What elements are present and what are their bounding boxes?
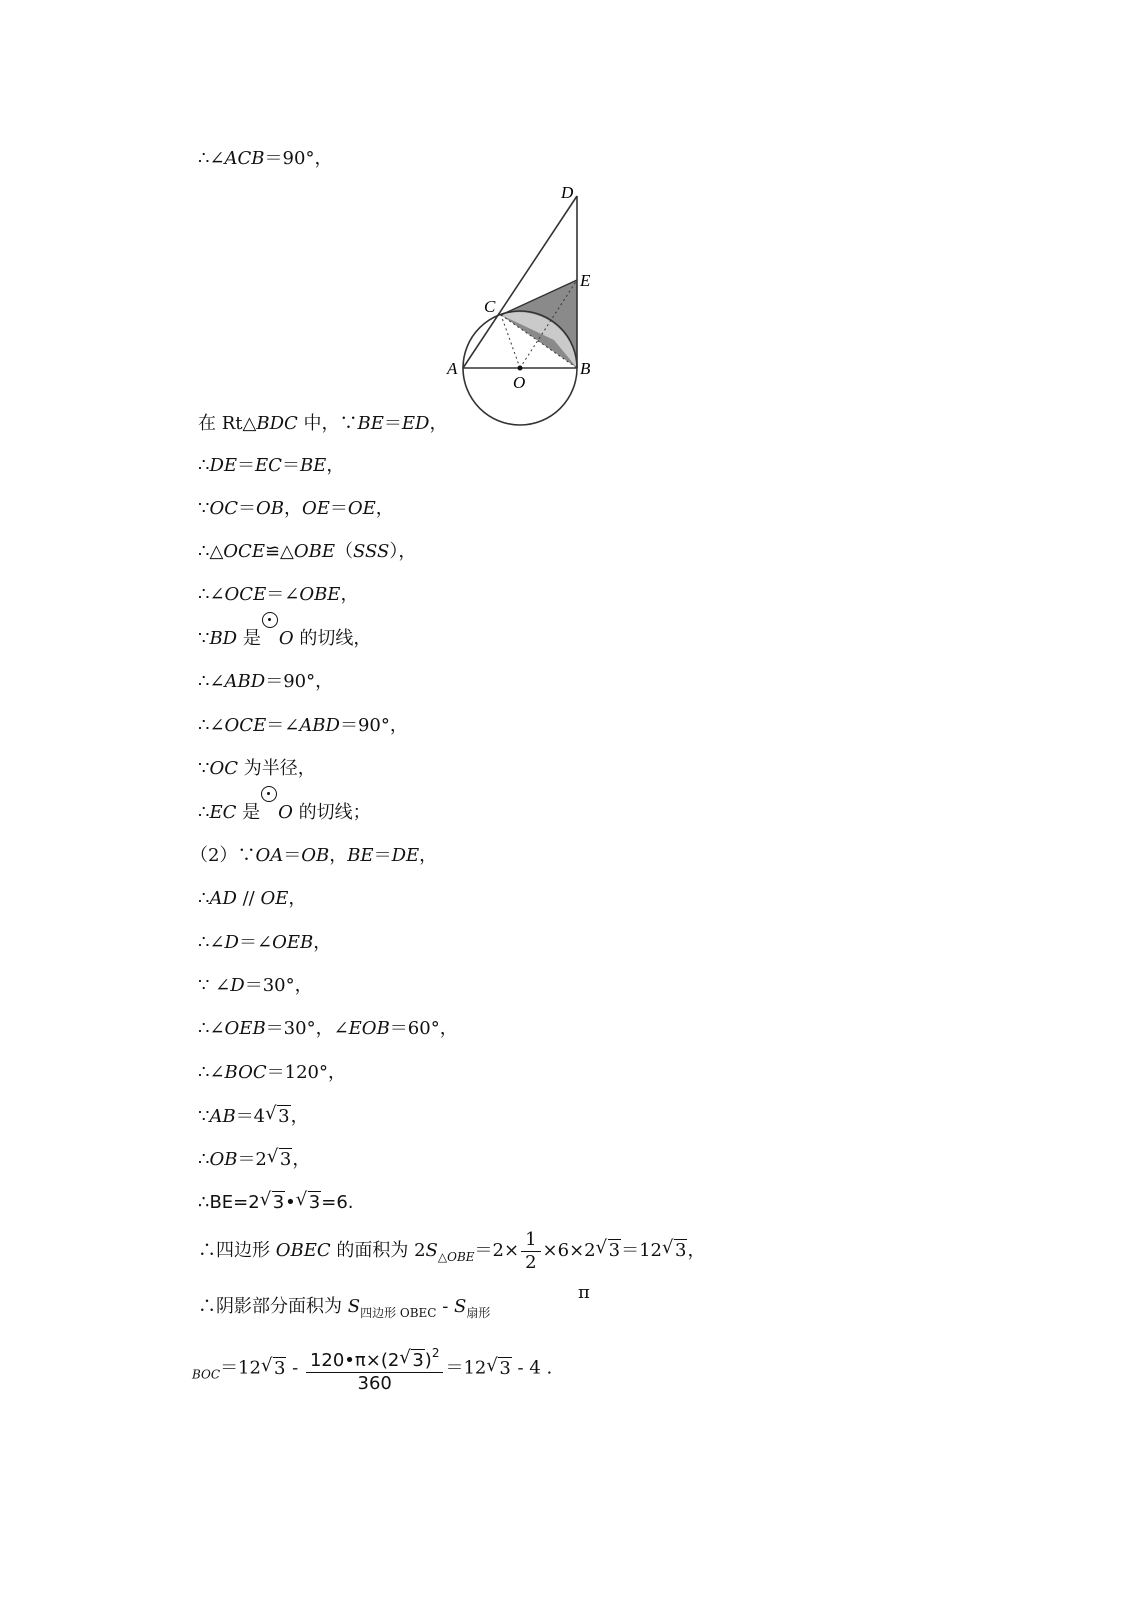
label-c: C <box>484 297 496 316</box>
area-symbol: S <box>454 1296 467 1317</box>
exponent: 2 <box>431 1346 440 1360</box>
text: ∴ <box>198 1149 210 1170</box>
text: ∴阴影部分面积为 <box>198 1296 348 1317</box>
text: ＝30°， <box>244 975 313 996</box>
denominator: 2 <box>525 1251 537 1273</box>
text: ∴∠ <box>198 671 225 692</box>
text: ， <box>429 413 448 434</box>
fraction <box>521 1229 540 1274</box>
segment: BE <box>299 455 327 476</box>
text: ＝∠ <box>266 715 300 736</box>
text: ＝12 <box>621 1240 662 1261</box>
text: ×6×2 <box>542 1240 596 1261</box>
text: ∴∠ <box>198 584 225 605</box>
text: ∵ <box>198 628 210 649</box>
text: ＝ <box>373 845 392 866</box>
criterion: SSS <box>353 541 390 562</box>
label-d: D <box>561 183 574 202</box>
triangle: OBE <box>293 541 336 562</box>
radicand: 3 <box>674 1240 687 1261</box>
text: ＝90°， <box>265 671 334 692</box>
text: ， <box>326 455 345 476</box>
segment: BE <box>357 413 384 434</box>
area-symbol: S <box>347 1296 361 1317</box>
step-line-19 <box>198 1146 311 1171</box>
sqrt-expression: √ 3 <box>399 1347 424 1371</box>
step-line-22 <box>198 1296 490 1324</box>
subscript: BOC <box>192 1367 221 1382</box>
step-line-21 <box>198 1228 705 1280</box>
text: ∵ <box>198 758 210 779</box>
step-line-17 <box>198 1062 346 1084</box>
text: // <box>236 888 261 909</box>
text: ∴ <box>198 455 210 476</box>
text: - <box>436 1296 455 1317</box>
segment: OC <box>209 498 238 519</box>
step-line-9 <box>198 715 408 737</box>
numerator <box>306 1342 444 1373</box>
text: （ <box>335 541 354 562</box>
text: • <box>285 1192 296 1213</box>
radicand: 3 <box>608 1240 621 1261</box>
label-e: E <box>580 271 591 290</box>
angle: D <box>224 932 239 953</box>
sqrt-expression: √ 3 <box>266 1146 292 1170</box>
text: ∴ <box>198 888 210 909</box>
text: ∴∠ <box>198 1018 225 1039</box>
text: ∴ <box>198 802 210 823</box>
text: ， <box>340 584 359 605</box>
step-line-16 <box>198 1018 458 1040</box>
circle-name: O <box>278 802 293 823</box>
text: 为半径， <box>237 758 316 779</box>
text: ≌△ <box>264 541 294 562</box>
angle: OEB <box>272 932 314 953</box>
pi-symbol: π <box>578 1282 590 1303</box>
text: 的面积为 2 <box>330 1240 426 1261</box>
text: 是 <box>237 628 261 649</box>
step-line-20 <box>198 1189 354 1214</box>
text: ＝2 <box>237 1149 267 1170</box>
segment: EC <box>209 802 237 823</box>
segment: OB <box>255 498 284 519</box>
text: 120•π×(2 <box>309 1350 400 1371</box>
step-line-11 <box>198 802 371 824</box>
geometry-figure <box>444 180 594 430</box>
step-line-10 <box>198 758 316 780</box>
step-line-13 <box>198 888 306 910</box>
subscript: 四边形 OBEC <box>360 1306 437 1320</box>
step-line-15 <box>198 975 313 997</box>
text: ＝90°， <box>339 715 408 736</box>
radicand: 3 <box>272 1192 285 1213</box>
sqrt-expression: √ 3 <box>295 1189 321 1213</box>
text: 在 Rt△ <box>198 413 257 434</box>
stray-pi <box>578 1282 590 1304</box>
sqrt-expression: √ 3 <box>260 1354 286 1379</box>
step-line-14 <box>198 932 331 954</box>
step-line-8 <box>198 671 333 693</box>
sqrt-expression: √ 3 <box>265 1103 290 1127</box>
segment: BD <box>209 628 238 649</box>
radicand: 3 <box>278 1106 290 1127</box>
angle: ABD <box>299 715 340 736</box>
text: ， <box>290 1106 309 1127</box>
segment: DE <box>391 845 420 866</box>
text: ， <box>292 1149 311 1170</box>
radicand: 3 <box>279 1149 292 1170</box>
step-line-3 <box>198 455 344 477</box>
center-point <box>518 366 523 371</box>
text: ＝120°， <box>266 1062 346 1083</box>
segment: ED <box>401 413 430 434</box>
text: ＝ <box>329 498 348 519</box>
text: ∵ ∠ <box>198 975 231 996</box>
text: ＝4 <box>235 1106 266 1127</box>
step-line-1 <box>198 148 332 170</box>
step-line-2 <box>198 413 447 435</box>
quadrilateral: OBEC <box>275 1240 331 1261</box>
text: ∴∠ <box>198 1062 225 1083</box>
radicand: 3 <box>412 1350 424 1371</box>
angle: ABD <box>224 671 266 692</box>
angle: EOB <box>348 1018 390 1039</box>
text: ， <box>313 932 332 953</box>
text: ＝12 <box>220 1357 261 1379</box>
segment: OE <box>301 498 330 519</box>
text: ∴∠ <box>198 932 225 953</box>
angle: D <box>230 975 245 996</box>
label-b: B <box>580 359 591 378</box>
denominator: 360 <box>357 1373 392 1394</box>
subscript: △OBE <box>437 1250 475 1264</box>
angle: BOC <box>224 1062 267 1083</box>
triangle: OCE <box>223 541 265 562</box>
text: ＝∠ <box>266 584 300 605</box>
segment: DE <box>209 455 238 476</box>
segment: OA <box>255 845 284 866</box>
fraction <box>306 1342 444 1395</box>
radicand: 3 <box>273 1357 286 1379</box>
text: ＝ <box>237 498 256 519</box>
text: ∵ <box>198 1106 210 1127</box>
triangle-bdc: BDC <box>256 413 298 434</box>
text: （2）∵ <box>190 845 256 866</box>
angle: OEB <box>224 1018 266 1039</box>
text: ， <box>375 498 394 519</box>
step-line-6 <box>198 584 358 606</box>
therefore-symbol: ∴ <box>198 148 210 169</box>
angle-acb: ∠ACB <box>209 148 265 169</box>
text: ∴∠ <box>198 715 225 736</box>
circle-name: O <box>278 628 294 649</box>
circle-symbol-icon <box>261 628 279 650</box>
text: ＝2× <box>474 1240 520 1261</box>
text: ， <box>283 498 302 519</box>
text: ， <box>288 888 307 909</box>
step-line-5 <box>198 541 416 563</box>
text: - 4 . <box>511 1357 553 1379</box>
text: ＝ <box>383 413 402 434</box>
segment: OB <box>301 845 330 866</box>
text: ， <box>687 1240 706 1261</box>
step-line-7 <box>198 628 371 650</box>
value-text: ＝90°， <box>264 148 333 169</box>
text: ）， <box>389 541 417 562</box>
radicand: 3 <box>499 1357 511 1379</box>
text: 中，∵ <box>297 413 358 434</box>
text: ∵ <box>198 498 210 519</box>
radicand: 3 <box>308 1192 321 1213</box>
text: ∴△ <box>198 541 224 562</box>
text: 的切线； <box>292 802 371 823</box>
text: ＝12 <box>445 1357 487 1379</box>
text: 的切线， <box>293 628 372 649</box>
text: 是 <box>236 802 261 823</box>
sqrt-expression: √ 3 <box>259 1189 285 1213</box>
segment: OC <box>209 758 238 779</box>
segment: AB <box>209 1106 236 1127</box>
text: ＝ <box>283 845 302 866</box>
subscript: 扇形 <box>466 1306 491 1320</box>
segment: OE <box>260 888 289 909</box>
step-line-12 <box>190 845 437 867</box>
text: =6. <box>321 1192 354 1213</box>
sqrt-expression: √ 3 <box>595 1237 621 1261</box>
circle-symbol-icon <box>260 802 278 824</box>
label-a: A <box>447 359 458 378</box>
angle: OCE <box>224 715 267 736</box>
segment: AD <box>209 888 237 909</box>
step-line-18 <box>198 1103 309 1128</box>
segment: EC <box>255 455 282 476</box>
area-symbol: S <box>425 1240 438 1261</box>
segment: BE <box>347 845 374 866</box>
text: ， <box>419 845 438 866</box>
segment: OE <box>347 498 376 519</box>
text: ∴四边形 <box>198 1240 276 1261</box>
text: ＝60°， <box>389 1018 458 1039</box>
text: ∴BE=2 <box>198 1192 260 1213</box>
segment: OB <box>209 1149 238 1170</box>
text: ＝∠ <box>238 932 273 953</box>
text: ， <box>329 845 348 866</box>
sqrt-expression: √ 3 <box>486 1354 511 1379</box>
text: ＝30°，∠ <box>265 1018 349 1039</box>
step-line-23 <box>192 1342 552 1401</box>
numerator: 1 <box>521 1229 540 1252</box>
angle: OCE <box>224 584 267 605</box>
step-line-4 <box>198 498 394 520</box>
label-o: O <box>513 373 526 392</box>
text: ＝ <box>237 455 256 476</box>
text: ) <box>424 1350 432 1371</box>
text: - <box>286 1357 304 1379</box>
text: ＝ <box>281 455 300 476</box>
angle: OBE <box>299 584 341 605</box>
sqrt-expression: √ 3 <box>661 1237 687 1261</box>
